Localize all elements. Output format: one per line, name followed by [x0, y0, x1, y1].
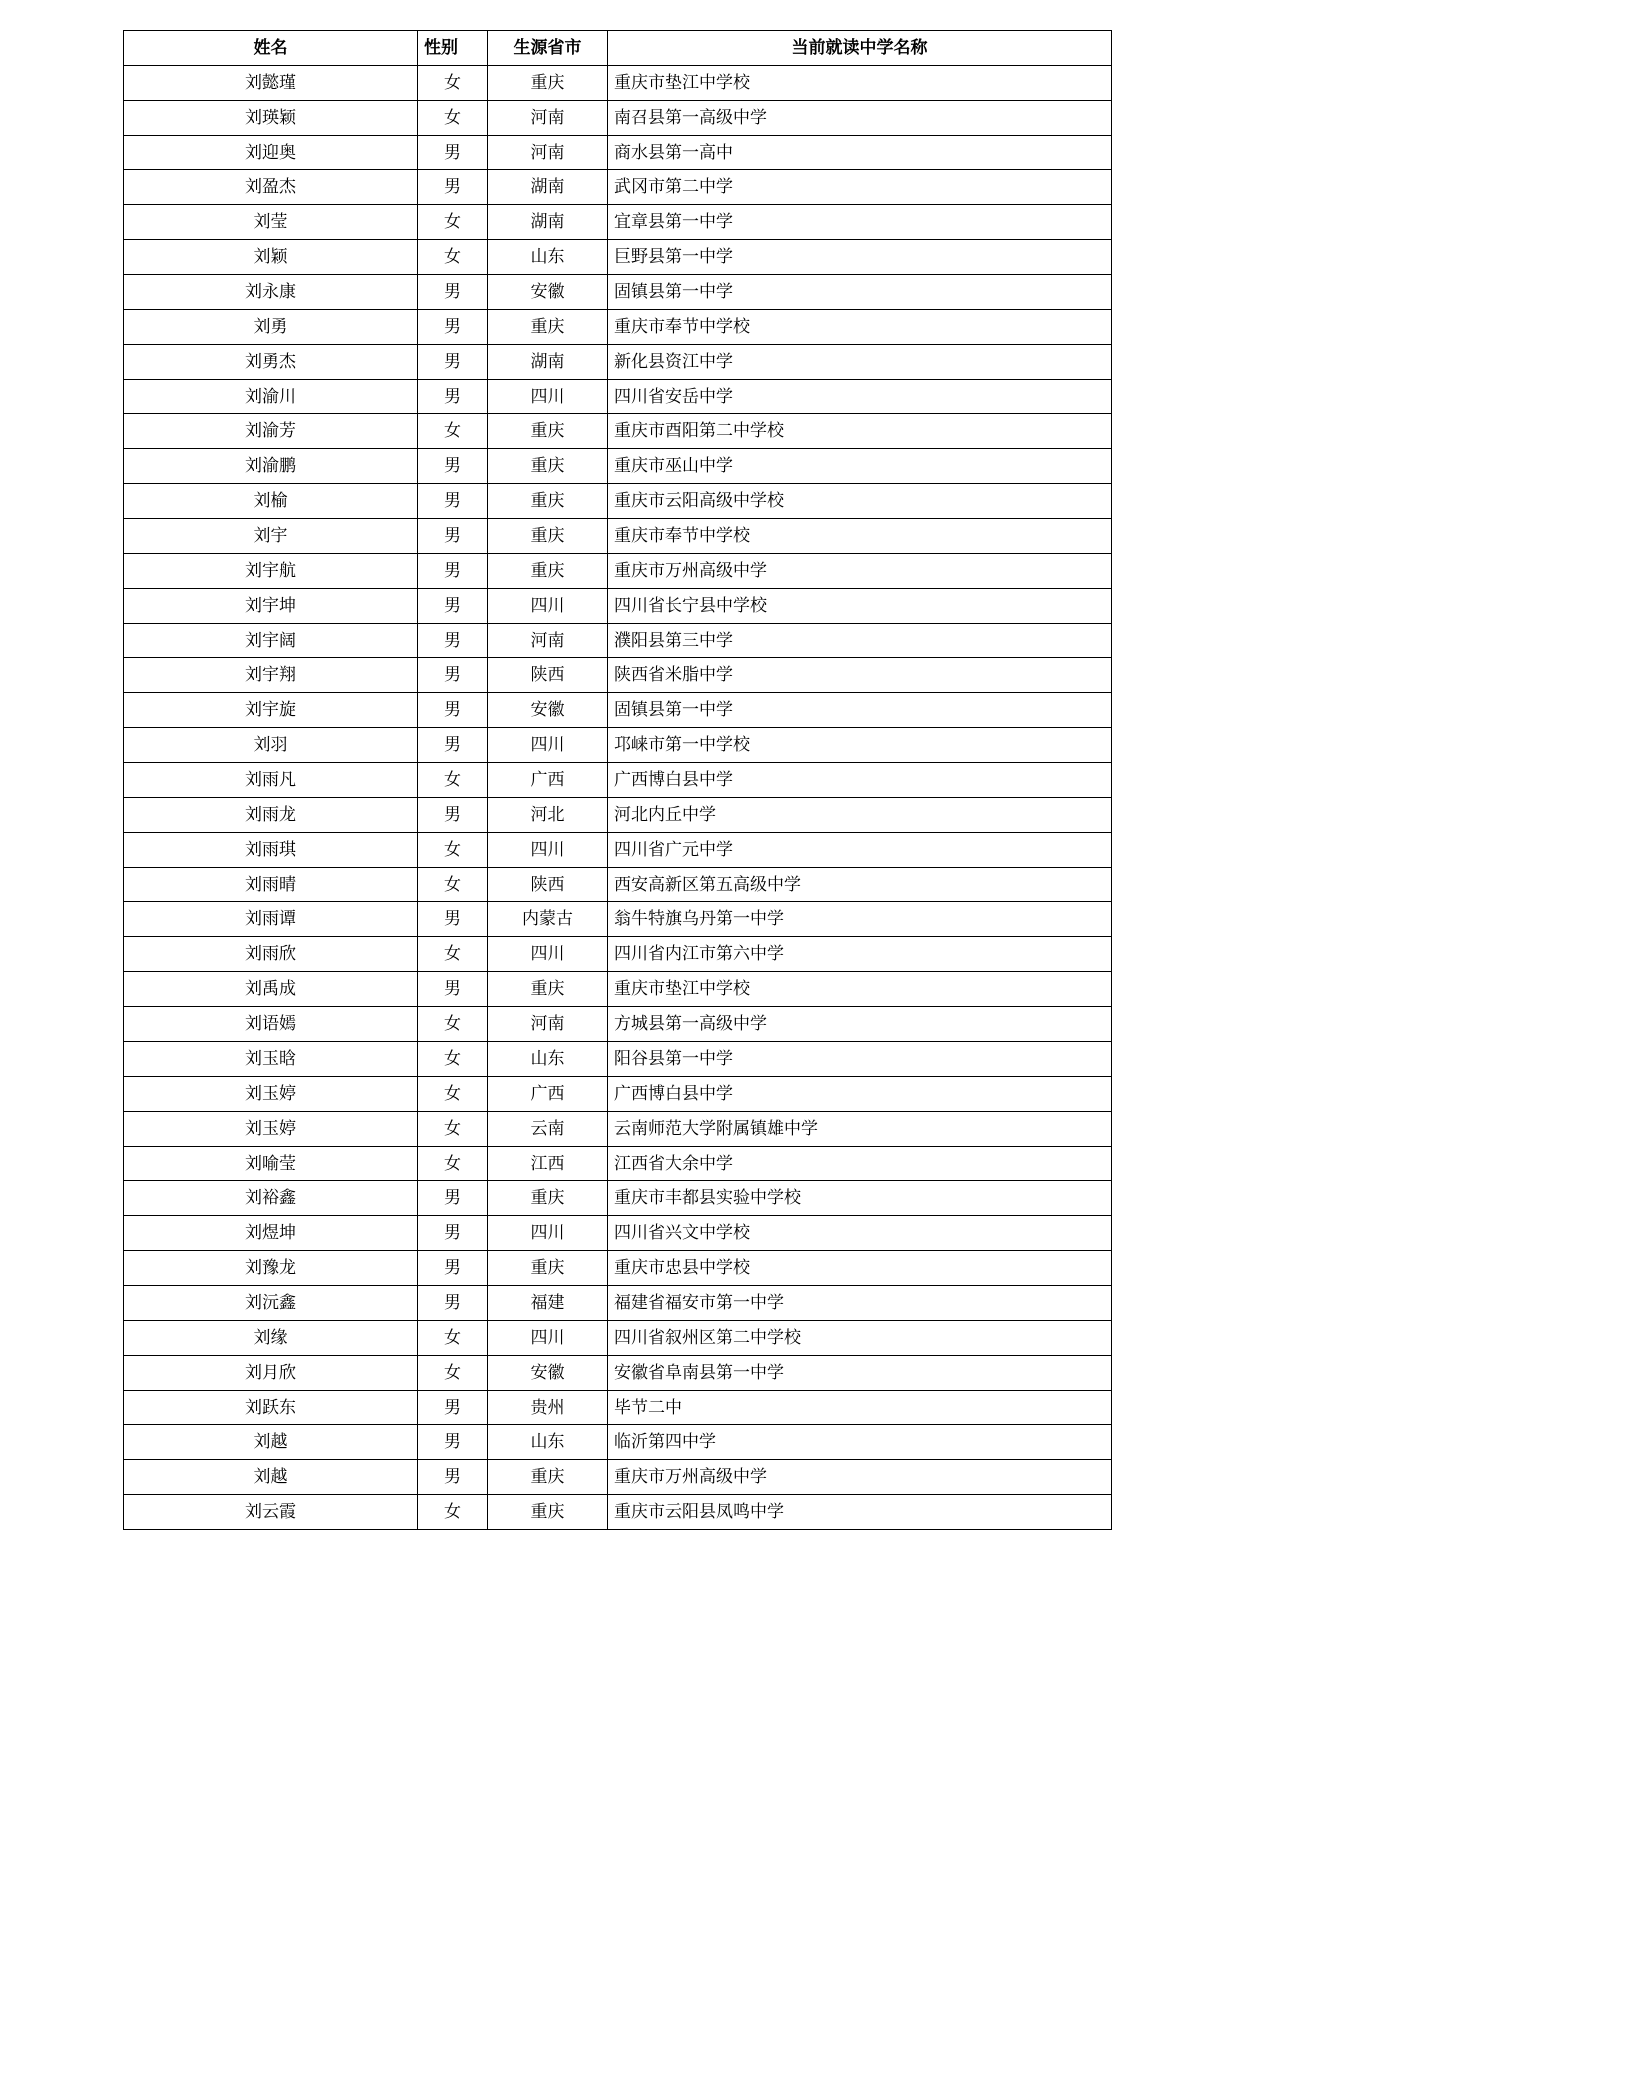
table-row	[124, 519, 1112, 554]
name-cell: 刘宇坤	[124, 588, 418, 623]
table-row	[124, 170, 1112, 205]
name-cell: 刘宇阔	[124, 623, 418, 658]
province-cell: 重庆	[488, 1495, 608, 1530]
name-cell: 刘宇	[124, 519, 418, 554]
province-cell: 广西	[488, 763, 608, 798]
column-header-school: 当前就读中学名称	[608, 31, 1112, 66]
gender-cell: 女	[418, 832, 488, 867]
gender-cell: 女	[418, 867, 488, 902]
column-header-gender: 性别	[418, 31, 488, 66]
province-cell: 河南	[488, 135, 608, 170]
table-header-row	[124, 31, 1112, 66]
school-cell: 广西博白县中学	[608, 1076, 1112, 1111]
school-cell: 巨野县第一中学	[608, 240, 1112, 275]
table-row	[124, 588, 1112, 623]
name-cell: 刘莹	[124, 205, 418, 240]
province-cell: 重庆	[488, 1460, 608, 1495]
school-cell: 邛崃市第一中学校	[608, 728, 1112, 763]
school-cell: 四川省广元中学	[608, 832, 1112, 867]
school-cell: 重庆市忠县中学校	[608, 1251, 1112, 1286]
province-cell: 重庆	[488, 1251, 608, 1286]
province-cell: 云南	[488, 1111, 608, 1146]
province-cell: 安徽	[488, 693, 608, 728]
school-cell: 毕节二中	[608, 1390, 1112, 1425]
school-cell: 重庆市奉节中学校	[608, 309, 1112, 344]
table-row	[124, 1076, 1112, 1111]
province-cell: 河南	[488, 100, 608, 135]
name-cell: 刘宇航	[124, 553, 418, 588]
school-cell: 重庆市酉阳第二中学校	[608, 414, 1112, 449]
province-cell: 江西	[488, 1146, 608, 1181]
table-row	[124, 1460, 1112, 1495]
name-cell: 刘沅鑫	[124, 1285, 418, 1320]
province-cell: 陕西	[488, 658, 608, 693]
table-row	[124, 1146, 1112, 1181]
gender-cell: 女	[418, 100, 488, 135]
province-cell: 福建	[488, 1285, 608, 1320]
province-cell: 重庆	[488, 414, 608, 449]
student-roster-table	[123, 30, 1112, 1530]
table-row	[124, 1425, 1112, 1460]
school-cell: 濮阳县第三中学	[608, 623, 1112, 658]
name-cell: 刘渝鹏	[124, 449, 418, 484]
gender-cell: 女	[418, 1041, 488, 1076]
table-row	[124, 867, 1112, 902]
table-row	[124, 1390, 1112, 1425]
school-cell: 宜章县第一中学	[608, 205, 1112, 240]
school-cell: 重庆市万州高级中学	[608, 553, 1112, 588]
province-cell: 重庆	[488, 519, 608, 554]
name-cell: 刘雨琪	[124, 832, 418, 867]
gender-cell: 男	[418, 484, 488, 519]
table-row	[124, 414, 1112, 449]
school-cell: 重庆市万州高级中学	[608, 1460, 1112, 1495]
school-cell: 重庆市丰都县实验中学校	[608, 1181, 1112, 1216]
province-cell: 重庆	[488, 553, 608, 588]
province-cell: 重庆	[488, 972, 608, 1007]
name-cell: 刘雨凡	[124, 763, 418, 798]
name-cell: 刘越	[124, 1425, 418, 1460]
table-body	[124, 65, 1112, 1529]
school-cell: 阳谷县第一中学	[608, 1041, 1112, 1076]
gender-cell: 女	[418, 1146, 488, 1181]
school-cell: 云南师范大学附属镇雄中学	[608, 1111, 1112, 1146]
school-cell: 重庆市云阳县凤鸣中学	[608, 1495, 1112, 1530]
school-cell: 方城县第一高级中学	[608, 1007, 1112, 1042]
name-cell: 刘勇	[124, 309, 418, 344]
province-cell: 河南	[488, 1007, 608, 1042]
table-row	[124, 65, 1112, 100]
province-cell: 贵州	[488, 1390, 608, 1425]
school-cell: 四川省安岳中学	[608, 379, 1112, 414]
table-row	[124, 1216, 1112, 1251]
province-cell: 安徽	[488, 1355, 608, 1390]
gender-cell: 女	[418, 1111, 488, 1146]
province-cell: 重庆	[488, 65, 608, 100]
gender-cell: 女	[418, 414, 488, 449]
province-cell: 湖南	[488, 170, 608, 205]
name-cell: 刘语嫣	[124, 1007, 418, 1042]
gender-cell: 男	[418, 972, 488, 1007]
name-cell: 刘月欣	[124, 1355, 418, 1390]
gender-cell: 女	[418, 1320, 488, 1355]
table-row	[124, 937, 1112, 972]
gender-cell: 女	[418, 240, 488, 275]
school-cell: 陕西省米脂中学	[608, 658, 1112, 693]
province-cell: 四川	[488, 379, 608, 414]
school-cell: 武冈市第二中学	[608, 170, 1112, 205]
gender-cell: 男	[418, 902, 488, 937]
name-cell: 刘缘	[124, 1320, 418, 1355]
school-cell: 固镇县第一中学	[608, 693, 1112, 728]
school-cell: 商水县第一高中	[608, 135, 1112, 170]
gender-cell: 男	[418, 797, 488, 832]
province-cell: 湖南	[488, 205, 608, 240]
province-cell: 广西	[488, 1076, 608, 1111]
table-row	[124, 1007, 1112, 1042]
province-cell: 山东	[488, 1425, 608, 1460]
table-row	[124, 484, 1112, 519]
gender-cell: 男	[418, 553, 488, 588]
school-cell: 四川省内江市第六中学	[608, 937, 1112, 972]
table-row	[124, 135, 1112, 170]
school-cell: 临沂第四中学	[608, 1425, 1112, 1460]
name-cell: 刘雨晴	[124, 867, 418, 902]
name-cell: 刘渝芳	[124, 414, 418, 449]
gender-cell: 男	[418, 1181, 488, 1216]
province-cell: 重庆	[488, 309, 608, 344]
gender-cell: 男	[418, 344, 488, 379]
table-row	[124, 728, 1112, 763]
table-row	[124, 275, 1112, 310]
name-cell: 刘颖	[124, 240, 418, 275]
school-cell: 重庆市奉节中学校	[608, 519, 1112, 554]
gender-cell: 男	[418, 1425, 488, 1460]
province-cell: 重庆	[488, 1181, 608, 1216]
table-row	[124, 658, 1112, 693]
gender-cell: 男	[418, 170, 488, 205]
gender-cell: 男	[418, 1216, 488, 1251]
name-cell: 刘跃东	[124, 1390, 418, 1425]
school-cell: 安徽省阜南县第一中学	[608, 1355, 1112, 1390]
table-row	[124, 379, 1112, 414]
province-cell: 山东	[488, 1041, 608, 1076]
name-cell: 刘盈杰	[124, 170, 418, 205]
name-cell: 刘煜坤	[124, 1216, 418, 1251]
gender-cell: 女	[418, 1076, 488, 1111]
name-cell: 刘勇杰	[124, 344, 418, 379]
province-cell: 山东	[488, 240, 608, 275]
name-cell: 刘喻莹	[124, 1146, 418, 1181]
table-row	[124, 553, 1112, 588]
name-cell: 刘雨谭	[124, 902, 418, 937]
province-cell: 安徽	[488, 275, 608, 310]
table-row	[124, 1041, 1112, 1076]
name-cell: 刘玉婷	[124, 1076, 418, 1111]
province-cell: 四川	[488, 1216, 608, 1251]
school-cell: 重庆市垫江中学校	[608, 972, 1112, 1007]
school-cell: 重庆市云阳高级中学校	[608, 484, 1112, 519]
gender-cell: 男	[418, 1390, 488, 1425]
school-cell: 河北内丘中学	[608, 797, 1112, 832]
column-header-name: 姓名	[124, 31, 418, 66]
table-row	[124, 902, 1112, 937]
name-cell: 刘裕鑫	[124, 1181, 418, 1216]
gender-cell: 男	[418, 1460, 488, 1495]
gender-cell: 男	[418, 728, 488, 763]
gender-cell: 男	[418, 135, 488, 170]
school-cell: 翁牛特旗乌丹第一中学	[608, 902, 1112, 937]
name-cell: 刘雨欣	[124, 937, 418, 972]
name-cell: 刘羽	[124, 728, 418, 763]
gender-cell: 男	[418, 588, 488, 623]
table-row	[124, 309, 1112, 344]
gender-cell: 男	[418, 1251, 488, 1286]
name-cell: 刘玉婷	[124, 1111, 418, 1146]
name-cell: 刘永康	[124, 275, 418, 310]
province-cell: 内蒙古	[488, 902, 608, 937]
school-cell: 南召县第一高级中学	[608, 100, 1112, 135]
province-cell: 四川	[488, 728, 608, 763]
gender-cell: 女	[418, 937, 488, 972]
table-row	[124, 623, 1112, 658]
table-row	[124, 1181, 1112, 1216]
province-cell: 四川	[488, 588, 608, 623]
province-cell: 四川	[488, 937, 608, 972]
school-cell: 四川省叙州区第二中学校	[608, 1320, 1112, 1355]
province-cell: 陕西	[488, 867, 608, 902]
name-cell: 刘豫龙	[124, 1251, 418, 1286]
name-cell: 刘禹成	[124, 972, 418, 1007]
gender-cell: 男	[418, 275, 488, 310]
table-row	[124, 240, 1112, 275]
name-cell: 刘越	[124, 1460, 418, 1495]
table-row	[124, 100, 1112, 135]
table-row	[124, 972, 1112, 1007]
school-cell: 新化县资江中学	[608, 344, 1112, 379]
table-row	[124, 344, 1112, 379]
gender-cell: 男	[418, 623, 488, 658]
school-cell: 四川省长宁县中学校	[608, 588, 1112, 623]
table-row	[124, 763, 1112, 798]
column-header-province: 生源省市	[488, 31, 608, 66]
gender-cell: 男	[418, 309, 488, 344]
province-cell: 重庆	[488, 484, 608, 519]
name-cell: 刘懿瑾	[124, 65, 418, 100]
gender-cell: 女	[418, 205, 488, 240]
table-row	[124, 1285, 1112, 1320]
gender-cell: 男	[418, 379, 488, 414]
name-cell: 刘云霞	[124, 1495, 418, 1530]
name-cell: 刘玉晗	[124, 1041, 418, 1076]
table-row	[124, 1251, 1112, 1286]
gender-cell: 女	[418, 763, 488, 798]
school-cell: 西安高新区第五高级中学	[608, 867, 1112, 902]
table-row	[124, 205, 1112, 240]
school-cell: 江西省大余中学	[608, 1146, 1112, 1181]
table-row	[124, 1495, 1112, 1530]
table-header	[124, 31, 1112, 66]
gender-cell: 男	[418, 1285, 488, 1320]
province-cell: 重庆	[488, 449, 608, 484]
gender-cell: 女	[418, 65, 488, 100]
province-cell: 河北	[488, 797, 608, 832]
school-cell: 四川省兴文中学校	[608, 1216, 1112, 1251]
gender-cell: 男	[418, 658, 488, 693]
table-row	[124, 1111, 1112, 1146]
gender-cell: 女	[418, 1355, 488, 1390]
table-row	[124, 1355, 1112, 1390]
province-cell: 四川	[488, 832, 608, 867]
school-cell: 固镇县第一中学	[608, 275, 1112, 310]
name-cell: 刘宇旋	[124, 693, 418, 728]
school-cell: 重庆市垫江中学校	[608, 65, 1112, 100]
name-cell: 刘宇翔	[124, 658, 418, 693]
school-cell: 福建省福安市第一中学	[608, 1285, 1112, 1320]
gender-cell: 女	[418, 1495, 488, 1530]
gender-cell: 男	[418, 449, 488, 484]
name-cell: 刘雨龙	[124, 797, 418, 832]
name-cell: 刘迎奥	[124, 135, 418, 170]
gender-cell: 男	[418, 519, 488, 554]
table-row	[124, 797, 1112, 832]
school-cell: 重庆市巫山中学	[608, 449, 1112, 484]
province-cell: 四川	[488, 1320, 608, 1355]
gender-cell: 女	[418, 1007, 488, 1042]
table-row	[124, 693, 1112, 728]
name-cell: 刘瑛颖	[124, 100, 418, 135]
name-cell: 刘榆	[124, 484, 418, 519]
table-row	[124, 832, 1112, 867]
province-cell: 湖南	[488, 344, 608, 379]
gender-cell: 男	[418, 693, 488, 728]
name-cell: 刘渝川	[124, 379, 418, 414]
table-row	[124, 1320, 1112, 1355]
table-row	[124, 449, 1112, 484]
province-cell: 河南	[488, 623, 608, 658]
school-cell: 广西博白县中学	[608, 763, 1112, 798]
